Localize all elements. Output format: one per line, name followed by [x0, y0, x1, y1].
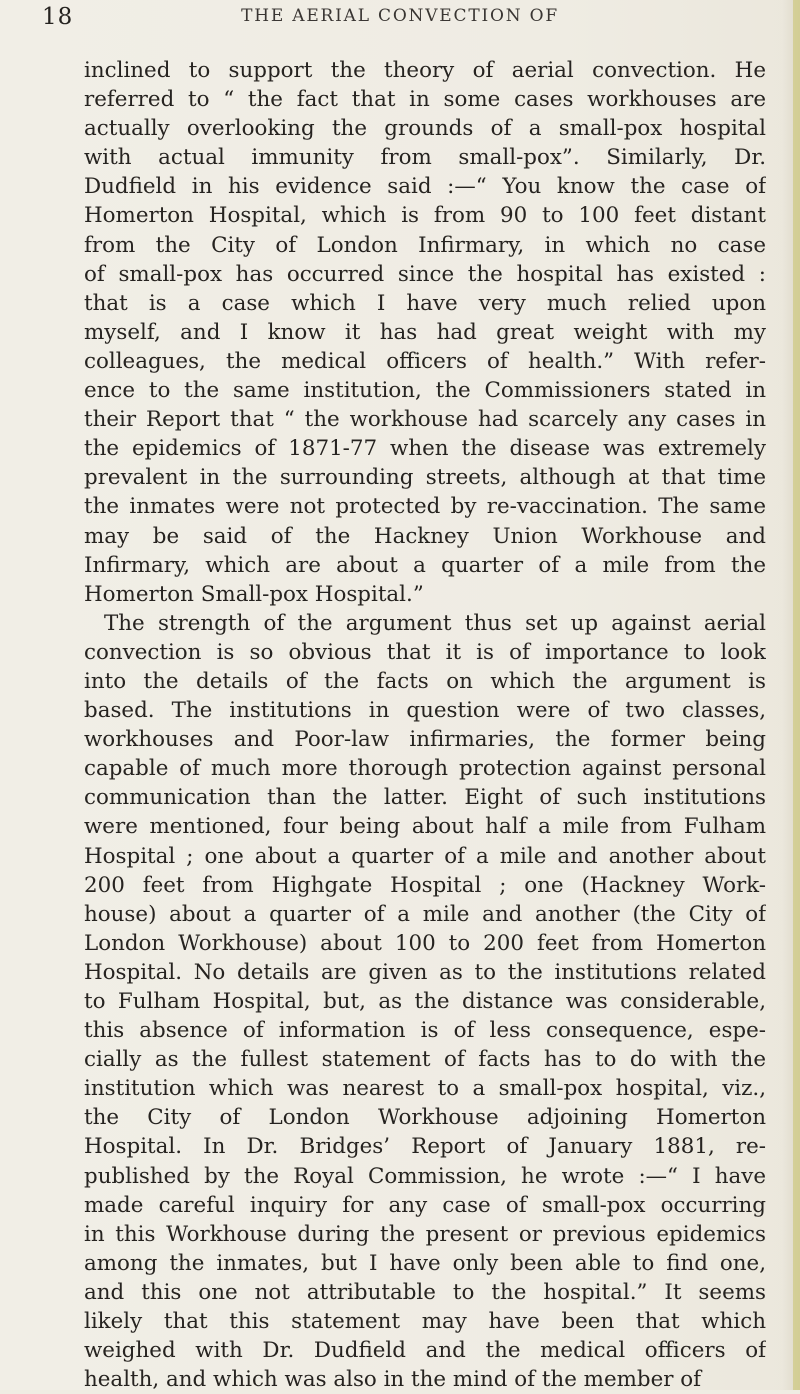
text-line: may be said of the Hackney Union Workhouse and — [84, 523, 766, 549]
text-line: from the City of London Infirmary, in which no case — [84, 232, 766, 258]
text-line: The strength of the argument thus set up against aerial — [104, 610, 766, 636]
text-line: that is a case which I have very much relied upon — [84, 290, 766, 316]
text-line: house) about a quarter of a mile and another (the City of — [84, 901, 766, 927]
text-line: and this one not attributable to the hospital.” It seems — [84, 1279, 766, 1305]
text-line: Homerton Small-pox Hospital.” — [84, 581, 424, 607]
text-line: communication than the latter. Eight of such institutions — [84, 785, 766, 811]
text-line: health, and which was also in the mind of the member of — [84, 1367, 702, 1393]
text-line: workhouses and Poor-law infirmaries, the former being — [84, 727, 766, 753]
text-line: into the details of the facts on which the argument is — [84, 668, 766, 694]
text-line: Dudfield in his evidence said :—“ You know the case of — [84, 174, 766, 200]
text-line: colleagues, the medical officers of health.” With refer- — [84, 348, 766, 374]
text-line: inclined to support the theory of aerial convection. He — [84, 58, 766, 83]
text-line: weighed with Dr. Dudfield and the medical officers of — [84, 1338, 766, 1364]
text-line: made careful inquiry for any case of small-pox occurring — [84, 1192, 766, 1218]
text-line: Infirmary, which are about a quarter of a mile from the — [84, 552, 766, 578]
text-line: Hospital. No details are given as to the institutions related — [84, 959, 766, 985]
text-line: referred to “ the fact that in some cases workhouses are — [84, 87, 766, 113]
text-line: with actual immunity from small-pox”. Similarly, Dr. — [84, 145, 766, 171]
text-line: Hospital. In Dr. Bridges’ Report of January 1881, re- — [84, 1134, 766, 1160]
text-line: likely that this statement may have been that which — [84, 1309, 766, 1335]
text-line: to Fulham Hospital, but, as the distance was considerable, — [84, 989, 766, 1014]
text-line: were mentioned, four being about half a mile from Fulham — [84, 814, 766, 840]
text-line: the City of London Workhouse adjoining Homerton — [84, 1105, 766, 1131]
text-line: London Workhouse) about 100 to 200 feet from Homerton — [84, 930, 766, 956]
page-number: 18 — [42, 4, 74, 30]
text-line: of small-pox has occurred since the hospital has existed : — [84, 261, 766, 287]
text-line: in this Workhouse during the present or previous epidemics — [84, 1221, 766, 1247]
text-line: cially as the fullest statement of facts has to do with the — [84, 1047, 766, 1073]
text-line: this absence of information is of less consequence, espe- — [84, 1018, 766, 1044]
text-line: among the inmates, but I have only been able to find one, — [84, 1250, 766, 1276]
body-text — [84, 56, 766, 1394]
text-line: capable of much more thorough protection against personal — [84, 756, 766, 782]
page-edge-strip — [793, 0, 800, 1390]
text-line: actually overlooking the grounds of a small-pox hospital — [84, 116, 766, 142]
text-line: convection is so obvious that it is of importance to look — [84, 639, 766, 665]
text-line: ence to the same institution, the Commissioners stated in — [84, 378, 766, 404]
text-line: the epidemics of 1871-77 when the disease was extremely — [84, 436, 766, 462]
text-line: their Report that “ the workhouse had scarcely any cases in — [84, 407, 766, 433]
text-line: published by the Royal Commission, he wrote :—“ I have — [84, 1163, 766, 1189]
text-line: the inmates were not protected by re-vaccination. The same — [84, 494, 766, 520]
text-line: Homerton Hospital, which is from 90 to 100 feet distant — [84, 203, 766, 229]
text-line: Hospital ; one about a quarter of a mile and another about — [84, 843, 766, 869]
text-line: based. The institutions in question were of two classes, — [84, 698, 766, 724]
text-line: prevalent in the surrounding streets, although at that time — [84, 465, 766, 491]
text-line: institution which was nearest to a small-pox hospital, viz., — [84, 1076, 766, 1102]
text-line: myself, and I know it has had great weight with my — [84, 319, 766, 345]
text-line: 200 feet from Highgate Hospital ; one (Hackney Work- — [84, 872, 766, 898]
running-head: THE AERIAL CONVECTION OF — [241, 6, 559, 26]
